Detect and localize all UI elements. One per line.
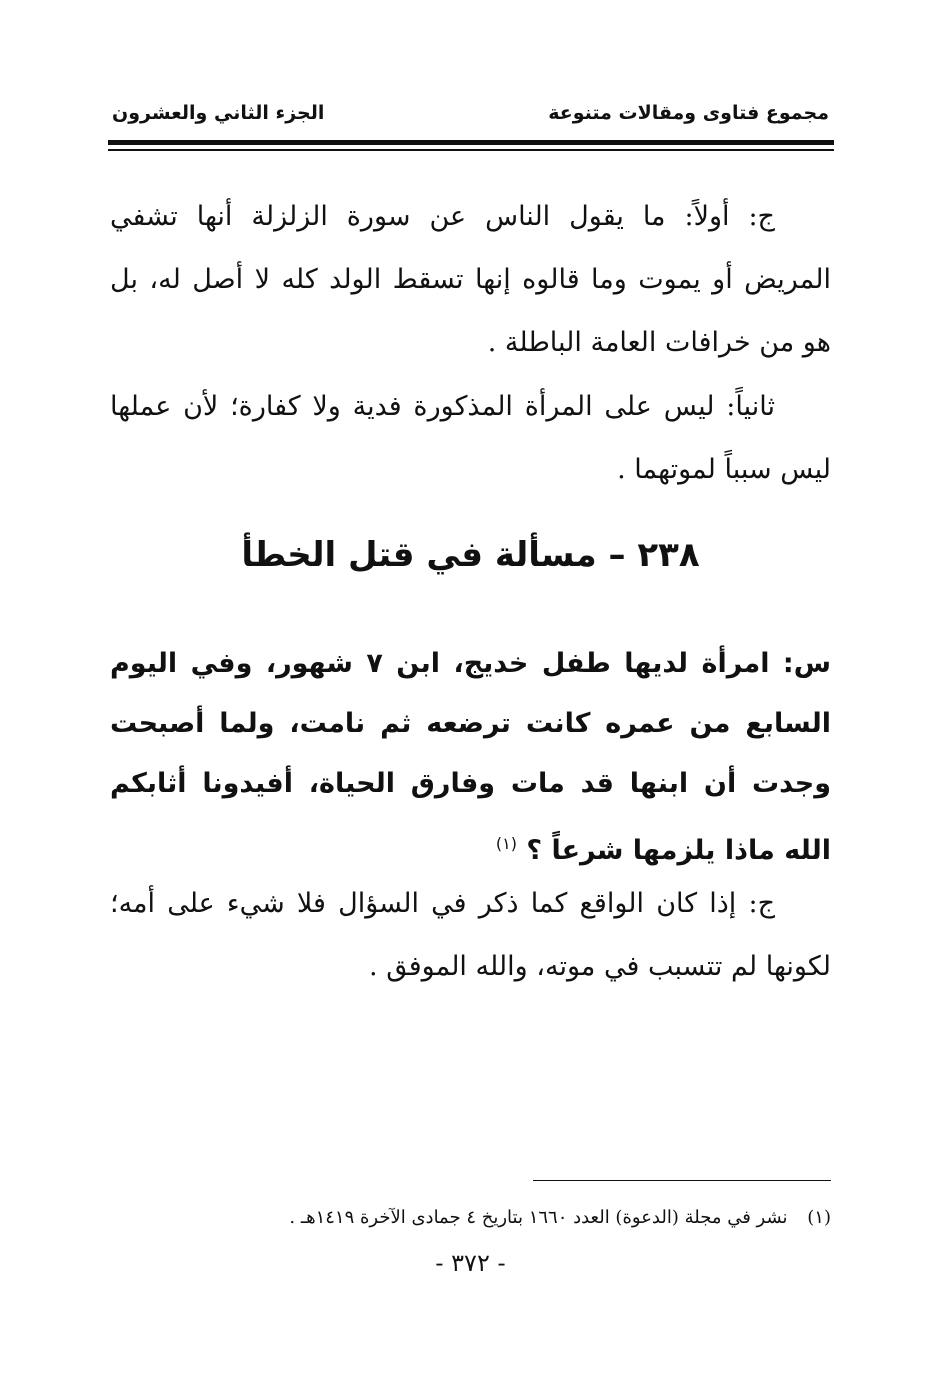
book-title: مجموع فتاوى ومقالات متنوعة — [548, 102, 829, 124]
page-number: - ٣٧٢ - — [435, 1249, 506, 1277]
running-head — [112, 98, 829, 138]
answer-text: ج: إذا كان الواقع كما ذكر في السؤال فلا شيء على أمه؛ لكونها لم تتسبب في موته، والله الموفق . — [110, 888, 831, 982]
answer-paragraph-1 — [110, 185, 831, 374]
answer-paragraph-3 — [110, 872, 831, 998]
header-rule-thin — [108, 149, 834, 151]
answer-text: ثانياً: ليس على المرأة المذكورة فدية ولا كفارة؛ لأن عملها ليس سبباً لموتهما . — [110, 391, 831, 485]
answer-text: ج: أولاً: ما يقول الناس عن سورة الزلزلة أنها تشفي المريض أو يموت وما قالوه إنها تسقط الولد كله لا أصل له، بل هو من خرافات العامة الباطلة . — [110, 201, 831, 358]
question-paragraph — [110, 634, 831, 881]
footnote-marker: (١) — [807, 1207, 831, 1228]
question-text: س: امرأة لديها طفل خديج، ابن ٧ شهور، وفي اليوم السابع من عمره كانت ترضعه ثم نامت، ولما أصبحت وجدت أن ابنها قد مات وفارق الحياة، أفيدونا أثابكم الله ماذا يلزمها شرعاً ؟ — [110, 648, 831, 866]
footnote-text: نشر في مجلة (الدعوة) العدد ١٦٦٠ بتاريخ ٤ جمادى الآخرة ١٤١٩هـ . — [289, 1207, 788, 1228]
section-heading: ٢٣٨ – مسألة في قتل الخطأ — [241, 535, 700, 575]
header-rule-thick — [108, 140, 834, 145]
footnote-rule — [533, 1180, 831, 1181]
answer-paragraph-2 — [110, 375, 831, 501]
footnote — [110, 1203, 831, 1233]
volume-label: الجزء الثاني والعشرون — [112, 102, 325, 124]
footnote-reference: (١) — [495, 834, 517, 853]
